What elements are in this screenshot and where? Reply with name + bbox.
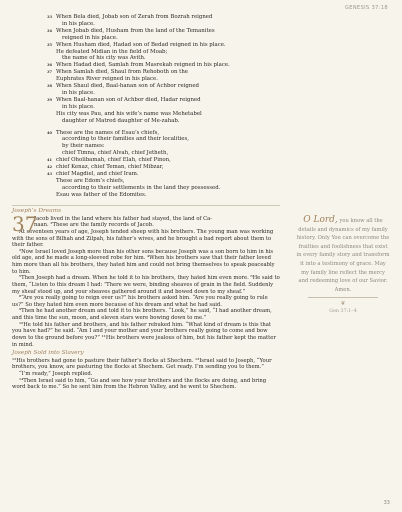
verse-number: 43 <box>47 171 53 176</box>
verse-line <box>12 136 280 143</box>
prayer-line: Amen. <box>334 286 352 293</box>
running-head: GENESIS 37:18 <box>345 5 388 11</box>
paragraph: Jacob lived in the land where his father had stayed, the land of Ca- <box>34 215 213 222</box>
verse-text: chief Oholibamah, chief Elah, chief Pinon, <box>56 157 171 164</box>
prayer-line: my family line reflect the mercy <box>301 269 385 276</box>
verse-line <box>12 55 280 62</box>
verse-text: in his place. <box>62 89 95 96</box>
verse-text: When Hadad died, Samlah from Masrekah reigned in his place. <box>56 62 230 69</box>
verse-line <box>12 143 280 150</box>
main-column <box>12 14 280 391</box>
verse-text: When Shaul died, Baal-hanan son of Achbor reigned <box>56 83 199 90</box>
verse-number: 40 <box>47 130 53 135</box>
verse-line <box>12 62 280 69</box>
prayer-sidebar <box>289 216 397 314</box>
verse-text: reigned in his place. <box>62 34 118 41</box>
verse-text: These are the names of Esau’s chiefs, <box>56 129 160 136</box>
leaf-ornament-icon: ❦ <box>340 299 346 307</box>
verse-line <box>12 118 280 125</box>
page-number: 33 <box>383 500 390 506</box>
section-divider <box>12 205 280 206</box>
verse-text: His city was Pau, and his wife’s name was Mehetabel <box>56 110 202 117</box>
verse-line <box>12 69 280 76</box>
verse-number: 34 <box>47 28 53 33</box>
verse-line <box>12 35 280 42</box>
paragraph: “I’m ready,” Joseph replied. <box>19 371 93 377</box>
verse-number: 39 <box>47 97 53 102</box>
paragraph: ⁹Then he had another dream and told it to his brothers. “Look,” he said, “I had another dream, and this time the sun, moon, and eleven stars were bowing down to me.” <box>12 308 272 322</box>
verse-text: When Samlah died, Shaul from Rehoboth on the <box>56 69 188 76</box>
paragraph: ¹²His brothers had gone to pasture their father’s flocks at Shechem. ¹³Israel said to Joseph, “Your brothers, you know, are pasturing the flocks at Shechem. Get ready. I’m sending you to them.” <box>12 357 272 371</box>
chiefs-of-esau-list <box>12 130 280 199</box>
verse-number: 36 <box>47 63 53 68</box>
verse-line <box>12 28 280 35</box>
verse-text: These are Edom’s chiefs, <box>56 177 125 184</box>
verse-text: Euphrates River reigned in his place. <box>56 76 158 83</box>
section-heading-joseph-dreams: Joseph’s Dreams <box>12 208 62 215</box>
verse-text: When Jobab died, Husham from the land of the Temanites <box>56 27 215 34</box>
verse-line <box>12 192 280 199</box>
verse-number: 38 <box>47 84 53 89</box>
verse-line <box>12 90 280 97</box>
paragraph: At seventeen years of age, Joseph tended sheep with his brothers. The young man was working with the sons of Bilhah and Zilpah, his father’s wives, and he brought a bad report about them to their father. <box>12 228 274 249</box>
verse-line <box>12 164 280 171</box>
verse-text: chief Timna, chief Alvah, chief Jetheth, <box>62 150 169 157</box>
prayer-line: and redeeming love of our Savior. <box>298 278 388 285</box>
verse-line <box>12 178 280 185</box>
verse-line <box>12 150 280 157</box>
verse-text: according to their families and their localities, <box>62 136 189 143</box>
verse-text: by their names: <box>62 143 105 150</box>
paragraph: ⁸“Are you really going to reign over us?” his brothers asked him. “Are you really going to rule us?” So they hated him even more because of his dream and what he had said. <box>12 295 268 308</box>
prayer-line: history. Only You can overcome the <box>296 235 390 242</box>
verse-line <box>12 104 280 111</box>
section-heading-joseph-sold: Joseph Sold into Slavery <box>12 350 84 357</box>
verse-line <box>12 49 280 56</box>
verse-text: When Bela died, Jobab son of Zerah from Bozrah reigned <box>56 14 213 20</box>
verse-text: chief Kenaz, chief Teman, chief Mibzar, <box>56 164 164 171</box>
verse-text: When Husham died, Hadad son of Bedad reigned in his place. <box>56 41 226 48</box>
chapter-text-continued <box>12 358 280 391</box>
paragraph: ³Now Israel loved Joseph more than his other sons because Joseph was a son born to him in his old age, and he made a long-sleeved robe for him. ⁴When his brothers saw that their father loved him more than all his brothers, they hated him and could not bring themselves to speak peaceably to him. <box>12 248 275 275</box>
verse-line <box>12 83 280 90</box>
verse-number: 35 <box>47 42 53 47</box>
verse-line <box>12 76 280 83</box>
verse-text: in his place. <box>62 20 95 27</box>
verse-number: 42 <box>47 165 53 170</box>
verse-line <box>12 111 280 118</box>
verse-line <box>12 171 280 178</box>
kings-of-edom-list <box>12 14 280 125</box>
verse-text: the name of his city was Avith. <box>62 55 146 62</box>
verse-text: He defeated Midian in the field of Moab; <box>56 48 168 55</box>
verse-text: chief Magdiel, and chief Iram. <box>56 170 139 177</box>
prayer-line: details and dynamics of my family <box>298 226 388 233</box>
prayer-reference: Gen 37:1–4 <box>329 308 357 314</box>
prayer-line: it into a testimony of grace. May <box>300 260 386 267</box>
paragraph: ⁵Then Joseph had a dream. When he told it to his brothers, they hated him even more. ⁶He said to them, “Listen to this dream I had: ⁷There we were, binding sheaves of grain in the field. Suddenly my sheaf stood up, and your sheaves gathered around it and bowed down to my sheaf.” <box>12 275 280 295</box>
verse-number: 41 <box>47 158 53 163</box>
prayer-line: frailties and foolishness that exist <box>298 243 388 250</box>
verse-number: 33 <box>47 15 53 19</box>
verse-line <box>12 42 280 49</box>
verse-line <box>12 130 280 137</box>
sidebar-rule <box>308 297 378 298</box>
prayer-line: you know all the <box>339 218 383 224</box>
verse-text: in his place. <box>62 103 95 110</box>
prayer-line: in every family story and transform <box>296 252 390 259</box>
verse-line <box>12 157 280 164</box>
verse-line <box>12 97 280 104</box>
prayer-lead: O Lord, <box>303 215 338 225</box>
paragraph: ¹⁴Then Israel said to him, “Go and see how your brothers and the flocks are doing, and bring word back to me.” So he sent him from the Hebron Valley, and he went to Shechem. <box>12 377 267 391</box>
paragraph: naan. ²These are the family records of Jacob. <box>34 222 154 229</box>
verse-number: 37 <box>47 70 53 75</box>
verse-text: daughter of Matred daughter of Me-zahab. <box>62 117 180 124</box>
verse-line <box>12 21 280 28</box>
verse-text: Esau was father of the Edomites. <box>56 191 147 198</box>
prayer-body <box>289 216 397 294</box>
verse-line <box>12 185 280 192</box>
verse-line <box>12 14 280 21</box>
verse-text: When Baal-hanan son of Achbor died, Hadar reigned <box>56 96 201 103</box>
verse-text: according to their settlements in the land they possessed. <box>62 184 221 191</box>
chapter-number: 37 <box>12 211 38 236</box>
paragraph: ¹⁰He told his father and brothers, and his father rebuked him. “What kind of dream is this that you have had?” he said. “Am I and your mother and your brothers really going to come and bow down to the ground before you?” ¹¹His brothers were jealous of him, but his father kept the matter in mind. <box>12 321 276 348</box>
